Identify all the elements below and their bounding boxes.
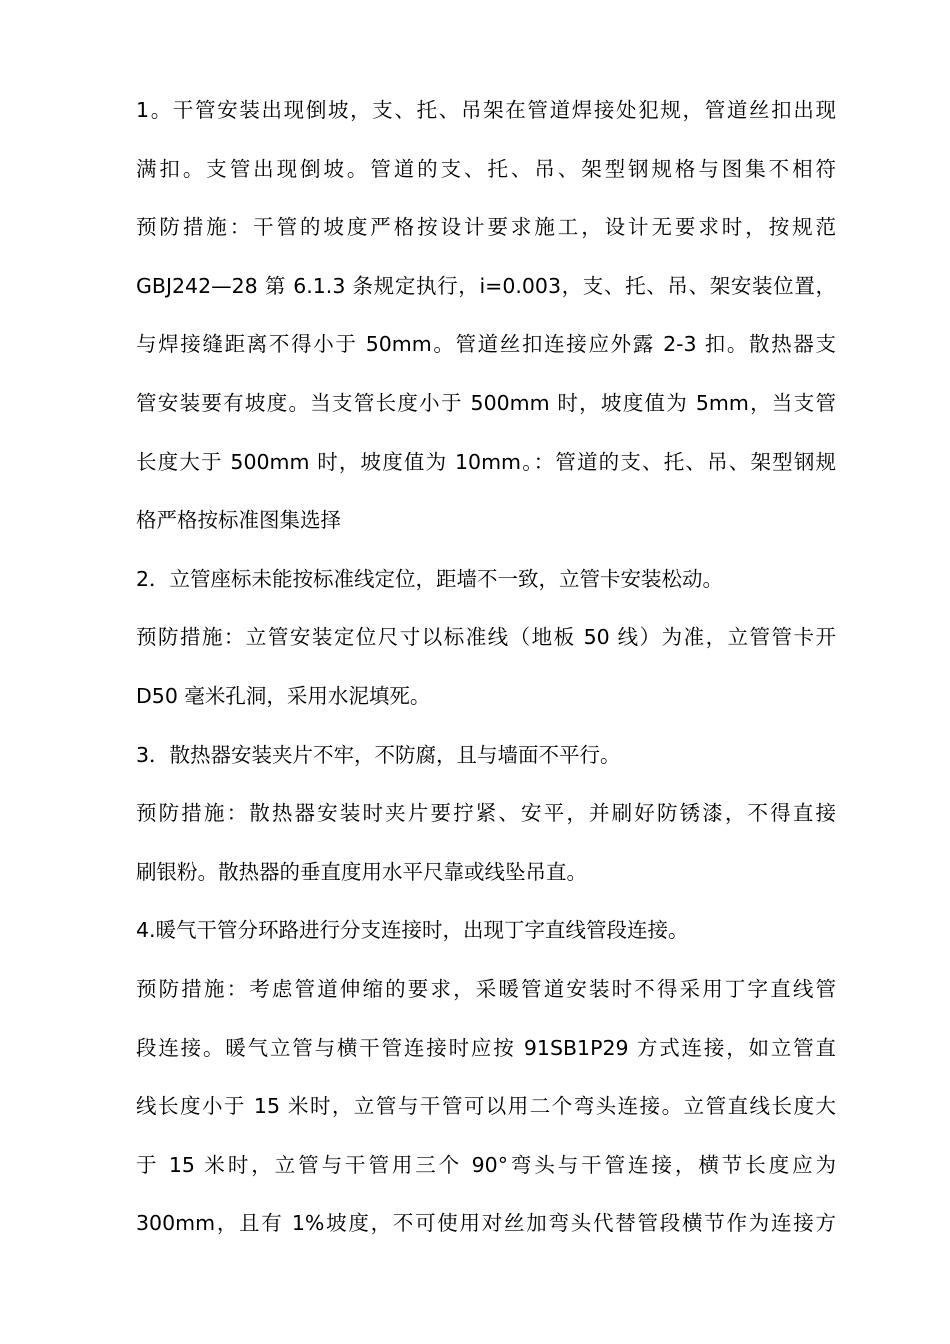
text-line-8: 格严格按标准图集选择 <box>136 508 341 533</box>
text-line-5: 与焊接缝距离不得小于 50mm。管道丝扣连接应外露 2-3 扣。散热器支 <box>136 332 836 357</box>
text-line-19: 于 15 米时，立管与干管用三个 90°弯头与干管连接，横节长度应为 <box>136 1152 836 1177</box>
text-line-6: 管安装要有坡度。当支管长度小于 500mm 时，坡度值为 5mm，当支管 <box>136 390 836 415</box>
text-line-12: 3．散热器安装夹片不牢，不防腐，且与墙面不平行。 <box>136 742 621 767</box>
text-line-14: 刷银粉。散热器的垂直度用水平尺靠或线坠吊直。 <box>136 859 587 884</box>
text-line-20: 300mm，且有 1%坡度，不可使用对丝加弯头代替管段横节作为连接方 <box>136 1211 836 1236</box>
text-line-2: 满扣。支管出现倒坡。管道的支、托、吊、架型钢规格与图集不相符 <box>136 156 836 181</box>
document-body <box>136 93 836 1265</box>
text-line-9: 2．立管座标未能按标准线定位，距墙不一致，立管卡安装松动。 <box>136 566 724 591</box>
text-line-10: 预防措施：立管安装定位尺寸以标准线（地板 50 线）为准，立管管卡开 <box>136 625 836 650</box>
text-line-16: 预防措施：考虑管道伸缩的要求，采暖管道安装时不得采用丁字直线管 <box>136 976 836 1001</box>
text-line-4: GBJ242—28 第 6.1.3 条规定执行，i=0.003，支、托、吊、架安装位置， <box>136 273 836 298</box>
text-line-15: 4.暖气干管分环路进行分支连接时，出现丁字直线管段连接。 <box>136 918 689 943</box>
text-line-18: 线长度小于 15 米时，立管与干管可以用二个弯头连接。立管直线长度大 <box>136 1094 836 1119</box>
text-line-1: 1。干管安装出现倒坡，支、托、吊架在管道焊接处犯规，管道丝扣出现 <box>136 98 836 122</box>
text-line-3: 预防措施：干管的坡度严格按设计要求施工，设计无要求时，按规范 <box>136 215 836 240</box>
text-line-17: 段连接。暖气立管与横干管连接时应按 91SB1P29 方式连接，如立管直 <box>136 1035 836 1060</box>
text-line-13: 预防措施：散热器安装时夹片要拧紧、安平，并刷好防锈漆，不得直接 <box>136 801 836 826</box>
text-line-7: 长度大于 500mm 时，坡度值为 10mm。：管道的支、托、吊、架型钢规 <box>136 449 836 474</box>
text-line-11: D50 毫米孔洞，采用水泥填死。 <box>136 683 431 708</box>
